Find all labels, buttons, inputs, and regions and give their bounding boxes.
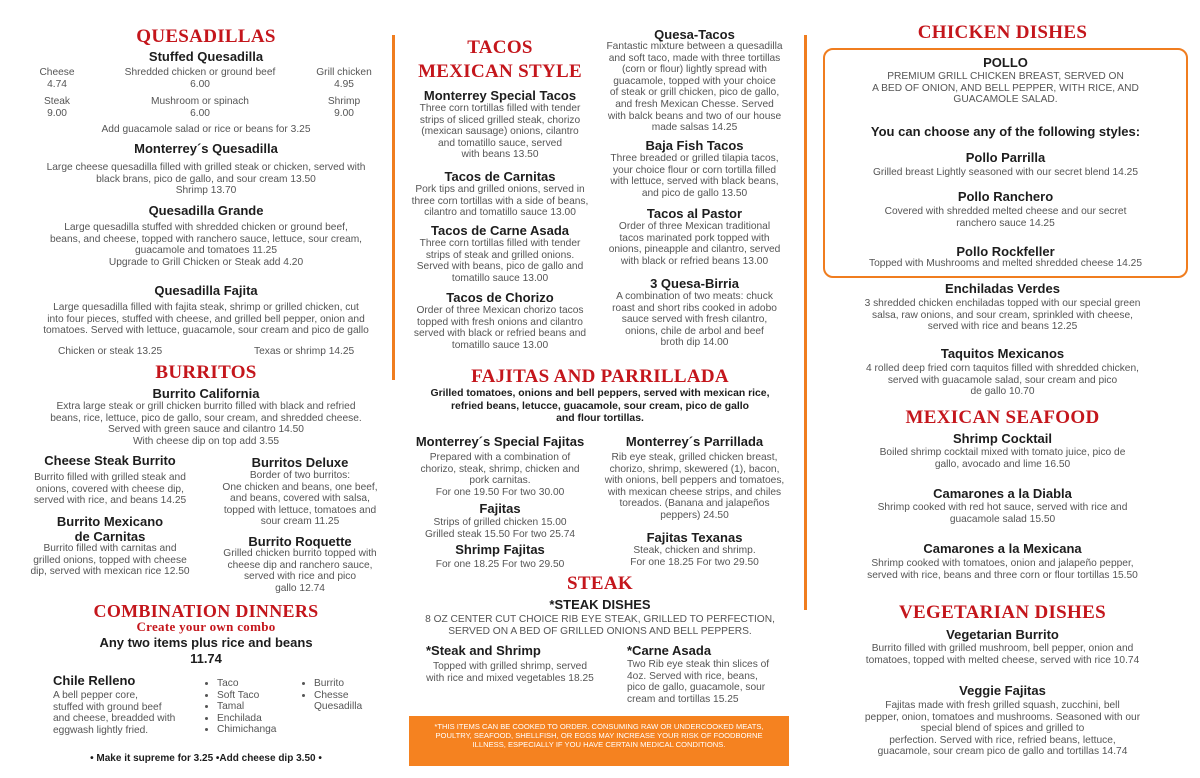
quesadilla-grande-title: Quesadilla Grande [148, 203, 264, 218]
shrimp-cocktail-desc [820, 447, 1185, 470]
desc-line: guacamole salad 15.50 [949, 513, 1056, 525]
burritos-deluxe-desc [210, 470, 390, 528]
desc-line: One chicken and beans, one beef, [222, 481, 378, 493]
list-item: • Burrito [314, 678, 362, 690]
desc-line: de gallo 10.70 [970, 386, 1035, 398]
veggie-fajitas-title: Veggie Fajitas [959, 683, 1046, 698]
desc-line: broth dip 14.00 [660, 337, 729, 349]
desc-line: with black or refried beans 13.00 [620, 255, 769, 267]
desc-line: gallo, avocado and lime 16.50 [934, 458, 1071, 470]
desc-line: eggwash lightly fried. [53, 724, 149, 736]
desc-line: A combination of two meats: chuck [616, 291, 773, 302]
desc-line: tomatoes, topped with melted cheese, served with rice 10.74 [865, 654, 1140, 666]
desc-line: with onions, bell peppers and tomatoes, [604, 475, 785, 487]
combo-items-list-2 [302, 678, 362, 713]
tacos-chorizo-title: Tacos de Chorizo [446, 290, 554, 305]
fajita-price-right: Texas or shrimp 14.25 [254, 346, 355, 357]
pollo-rockfeller-desc: Topped with Mushrooms and melted shredded cheese 14.25 [869, 258, 1142, 269]
list-item: Quesadilla [314, 701, 363, 713]
desc-line: pico de gallo, guacamole, sour [627, 682, 766, 694]
desc-line: topped with lettuce, tomatoes and [223, 504, 377, 516]
desc-line: Three breaded or grilled tilapia tacos, [610, 153, 779, 164]
list-item: • Chimichanga [217, 724, 276, 736]
baja-fish-tacos-desc [597, 153, 792, 199]
parrillada-desc [597, 452, 792, 522]
desc-line: Served with beans, pico de gallo and [416, 261, 584, 273]
fajitas-intro [400, 388, 800, 426]
desc-line: cream and tortillas 15.25 [627, 693, 739, 705]
desc-line: chorizo, shrimp, skewered (1), bacon, [609, 463, 780, 475]
menu-item-name: Cheese [39, 67, 75, 78]
desc-line: (corn or flour) lightly spread with [622, 64, 767, 76]
tacos-carnitas-desc [405, 184, 595, 219]
menu-item-name: Shredded chicken or ground beef [124, 67, 276, 78]
desc-line: with beans 13.50 [461, 149, 539, 161]
desc-line: roast and short ribs cooked in adobo [612, 302, 777, 314]
desc-line: dip, served with mexican rice 12.50 [30, 566, 190, 578]
desc-line: tomatillo sauce 13.00 [451, 272, 549, 284]
camarones-mexicana-title: Camarones a la Mexicana [923, 541, 1082, 556]
desc-line: Burrito filled with grilled steak and [34, 472, 186, 483]
tacos-heading-line2: MEXICAN STYLE [418, 61, 582, 82]
desc-line: onions, covered with cheese dip, [36, 483, 184, 495]
combination-rule: Any two items plus rice and beans [99, 635, 313, 650]
tacos-heading: TACOS [467, 37, 533, 58]
desc-line: served with rice and beans 12.25 [927, 321, 1078, 333]
taquitos-title: Taquitos Mexicanos [940, 346, 1065, 361]
desc-line: Large quesadilla filled with fajita steak, shrimp or grilled chicken, cut [53, 302, 359, 313]
desc-line: into four pieces, stuffed with cheese, and grilled bell pepper, onion and [47, 313, 365, 325]
quesa-tacos-desc [597, 41, 792, 134]
desc-line: made salsas 14.25 [651, 122, 738, 134]
desc-line: 4oz. Served with rice, beans, [627, 670, 758, 682]
menu-item-name: Steak [43, 96, 71, 107]
quesadilla-grande-desc [0, 222, 412, 268]
cheese-steak-burrito-title: Cheese Steak Burrito [44, 453, 176, 468]
desc-line: Order of three Mexican chorizo tacos [416, 305, 584, 316]
desc-line: of steak or grill chicken, pico de gallo, [609, 87, 780, 99]
intro-line: refried beans, letucce, guacamole, sour cream, pico de gallo [451, 400, 749, 412]
desc-line: pepper, onion, tomatoes and mushrooms. Seasoned with our [864, 711, 1141, 723]
camarones-diabla-desc [820, 502, 1185, 525]
camarones-mexicana-desc [820, 558, 1185, 581]
desc-line: Burrito filled with carnitas and [43, 543, 177, 554]
steak-and-shrimp-title: *Steak and Shrimp [426, 643, 541, 658]
desc-line: Large quesadilla stuffed with shredded chicken or ground beef, [64, 222, 348, 233]
desc-line: served with rice, and beans 14.25 [33, 495, 187, 507]
burrito-california-title: Burrito California [152, 386, 260, 401]
desc-line: onions, pineapple and cilantro, served [608, 244, 781, 256]
desc-line: Served with green sauce and cilantro 14.50 [108, 424, 304, 436]
shrimp-fajitas-title: Shrimp Fajitas [455, 542, 545, 557]
desc-line: with lettuce, served with black beans, [610, 176, 779, 188]
pollo-title: POLLO [983, 55, 1028, 70]
desc-line: Rib eye steak, grilled chicken breast, [611, 452, 778, 463]
desc-line: 4 rolled deep fried corn taquitos filled with shredded chicken, [866, 363, 1139, 374]
desc-line: and pico de gallo 13.50 [641, 187, 748, 199]
vegetarian-burrito-title: Vegetarian Burrito [946, 627, 1059, 642]
desc-line: black brans, pico de gallo, and sour cream 13.50 [96, 173, 316, 185]
desc-line: with rice and mixed vegetables 18.25 [426, 672, 594, 684]
desc-line: Topped with grilled shrimp, served [432, 661, 587, 672]
seafood-heading: MEXICAN SEAFOOD [905, 407, 1100, 428]
desc-line: Boiled shrimp cocktail mixed with tomato juice, pico de [879, 447, 1126, 458]
steak-desc [400, 614, 800, 637]
desc-line: sauce served with fresh cilantro, [621, 314, 768, 326]
pollo-parrilla-title: Pollo Parrilla [965, 150, 1046, 165]
desc-line: For one 19.50 For two 30.00 [435, 486, 565, 498]
desc-line: Upgrade to Grill Chicken or Steak add 4.20 [108, 256, 304, 268]
fajitas-texanas-desc [597, 545, 792, 568]
desc-line: 8 OZ CENTER CUT CHOICE RIB EYE STEAK, GRILLED TO PERFECTION, [425, 614, 775, 625]
burrito-mexicano-title: Burrito Mexicano [56, 514, 164, 529]
pollo-rockfeller-title: Pollo Rockfeller [956, 244, 1055, 259]
menu-item-price: 9.00 [47, 108, 67, 119]
desc-line: With cheese dip on top add 3.55 [132, 435, 280, 447]
desc-line: served with rice and pico [243, 571, 357, 583]
desc-line: stuffed with ground beef [53, 701, 162, 713]
desc-line: Grilled steak 15.50 For two 25.74 [424, 528, 576, 540]
desc-line: Covered with shredded melted cheese and our secret [884, 206, 1127, 217]
desc-line: three corn tortillas with a side of beans, [411, 195, 589, 207]
choose-style-note: You can choose any of the following styles: [870, 124, 1141, 139]
desc-line: and tomatillo sauce, served [437, 137, 563, 149]
desc-line: Grilled chicken burrito topped with [223, 548, 377, 559]
menu-item-price: 4.74 [47, 79, 67, 90]
desc-line: Pork tips and grilled onions, served in [415, 184, 585, 195]
desc-line: GUACAMOLE SALAD. [953, 94, 1058, 106]
desc-line: guacamole, topped with your choice [613, 75, 776, 87]
special-fajitas-title: Monterrey´s Special Fajitas [415, 434, 585, 449]
burrito-roquette-desc [210, 548, 390, 594]
quesadilla-fajita-desc [0, 302, 412, 337]
pollo-ranchero-title: Pollo Ranchero [957, 189, 1054, 204]
desc-line: Fajitas made with fresh grilled squash, zucchini, bell [885, 700, 1120, 711]
desc-line: and beans, covered with salsa, [230, 493, 370, 505]
shrimp-cocktail-title: Shrimp Cocktail [953, 431, 1052, 446]
desc-line: onions, chile de arbol and beef [625, 325, 764, 337]
combo-items-list [205, 678, 276, 736]
desc-line: Three corn tortillas filled with tender [419, 238, 581, 249]
desc-line: sour cream 11.25 [260, 516, 340, 528]
desc-line: grilled onions, topped with cheese [33, 554, 187, 566]
desc-line: guacamole and tomatoes 11.25 [135, 245, 277, 257]
desc-line: beans, rice, lettuce, pico de gallo, sour cream, and shredded cheese. [50, 412, 362, 424]
burritos-heading: BURRITOS [155, 362, 257, 383]
desc-line: and soft taco, made with three tortillas [608, 52, 781, 64]
desc-line: chorizo, steak, shrimp, chicken and [420, 463, 580, 475]
menu-item-name: Shrimp [327, 96, 361, 107]
menu-item-name: Grill chicken [316, 67, 372, 78]
desc-line: 3 shredded chicken enchiladas topped with our special green [864, 298, 1141, 309]
desc-line: Two Rib eye steak thin slices of [627, 659, 770, 670]
enchiladas-verdes-title: Enchiladas Verdes [945, 281, 1060, 296]
menu-item-price: 4.95 [334, 79, 354, 90]
desc-line: guacamole, sour cream pico de gallo and tortillas 14.74 [877, 746, 1128, 758]
camarones-diabla-title: Camarones a la Diabla [933, 486, 1072, 501]
baja-fish-tacos-title: Baja Fish Tacos [645, 138, 744, 153]
pollo-desc [825, 71, 1186, 106]
desc-line: tacos marinated pork topped with [619, 232, 770, 244]
carne-asada-desc [627, 659, 769, 705]
special-fajitas-desc [405, 452, 595, 498]
desc-line: perfection. Served with rice, refried beans, lettuce, [889, 734, 1116, 746]
desc-line: Fantastic mixture between a quesadilla [606, 41, 783, 52]
fajitas-desc [405, 517, 595, 540]
list-item: • Tamal [217, 701, 276, 713]
tacos-carne-asada-desc [405, 238, 595, 284]
divider-right [804, 35, 807, 610]
desc-line: Extra large steak or grill chicken burrito filled with black and refried [56, 401, 356, 412]
desc-line: Three corn tortillas filled with tender [419, 103, 581, 114]
parrillada-title: Monterrey´s Parrillada [625, 434, 764, 449]
desc-line: pork carnitas. [469, 475, 531, 487]
chile-relleno-desc [53, 690, 175, 736]
burrito-california-desc [0, 401, 412, 447]
intro-line: Grilled tomatoes, onions and bell peppers, served with mexican rice, [430, 388, 770, 399]
desc-line: special blend of spices and grilled to [920, 723, 1085, 735]
desc-line: topped with fresh onions and cilantro [417, 316, 583, 328]
steak-and-shrimp-desc [420, 661, 600, 684]
desc-line: strips of sliced grilled steak, chorizo [419, 114, 581, 126]
desc-line: tomatillo sauce 13.00 [451, 339, 549, 351]
desc-line: peppers) 24.50 [660, 509, 729, 521]
intro-line: and flour tortillas. [556, 413, 644, 424]
combination-subheading: Create your own combo [136, 619, 276, 634]
burrito-mexicano-desc [20, 543, 200, 578]
desc-line: Shrimp cooked with tomatoes, onion and jalapeño pepper, [871, 558, 1134, 569]
chicken-heading: CHICKEN DISHES [917, 22, 1088, 43]
vegetarian-heading: VEGETARIAN DISHES [899, 602, 1106, 623]
desc-line: toreados. (Banana and jalapeños [619, 498, 770, 510]
desc-line: your choice flour or corn tortilla filled [612, 164, 777, 176]
pollo-parrilla-desc: Grilled breast Lightly seasoned with our secret blend 14.25 [872, 167, 1139, 178]
desc-line: with mexican cheese strips, and chiles [607, 486, 782, 498]
fajita-price-left: Chicken or steak 13.25 [58, 346, 163, 357]
monterrey-quesadilla-title: Monterrey´s Quesadilla [134, 141, 278, 156]
desc-line: Steak, chicken and shrimp. [633, 545, 756, 556]
desc-line: strips of steak and grilled onions. [425, 249, 575, 261]
desc-line: Shrimp 13.70 [175, 185, 237, 197]
desc-line: beans, and cheese, topped with ranchero sauce, lettuce, sour cream, [49, 233, 363, 245]
list-item: • Taco [217, 678, 276, 690]
combination-footer: • Make it supreme for 3.25 •Add cheese dip 3.50 • [90, 753, 322, 764]
list-item: • Chesse [314, 690, 362, 702]
combination-price: 11.74 [190, 651, 222, 666]
combination-heading: COMBINATION DINNERS [93, 601, 319, 621]
enchiladas-verdes-desc [820, 298, 1185, 333]
fajitas-title: Fajitas [479, 501, 521, 516]
desc-line: served with rice, beans and three corn or flour tortillas 15.50 [867, 569, 1138, 581]
menu-item-price: 6.00 [190, 79, 210, 90]
desc-line: A BED OF ONION, AND BELL PEPPER, WITH RICE, AND [872, 82, 1139, 94]
quesadilla-fajita-title: Quesadilla Fajita [154, 283, 258, 298]
tacos-al-pastor-desc [597, 221, 792, 267]
burrito-roquette-title: Burrito Roquette [248, 534, 352, 549]
shrimp-fajitas-price: For one 18.25 For two 29.50 [435, 559, 565, 570]
quesadillas-heading: QUESADILLAS [136, 26, 276, 47]
desc-line: with balck beans and two of our house [607, 110, 782, 122]
steak-heading: STEAK [567, 573, 633, 594]
tacos-carnitas-title: Tacos de Carnitas [444, 169, 556, 184]
tacos-chorizo-desc [405, 305, 595, 351]
desc-line: tomatoes. Served with lettuce, guacamole, sour cream and pico de gallo [43, 325, 369, 337]
desc-line: Shrimp cooked with red hot sauce, served with rice and [877, 502, 1128, 513]
desc-line: and fresh Mexican Chesse. Served [615, 98, 774, 110]
desc-line: ranchero sauce 14.25 [956, 217, 1055, 229]
stuffed-quesadilla-title: Stuffed Quesadilla [148, 49, 264, 64]
list-item: • Soft Taco [217, 690, 276, 702]
addon-note: Add guacamole salad or rice or beans for 3.25 [101, 124, 311, 135]
desc-line: A bell pepper core, [53, 690, 138, 701]
monterrey-quesadilla-desc [0, 162, 412, 197]
desc-line: cheese dip and ranchero sauce, [227, 559, 373, 571]
veggie-fajitas-desc [820, 700, 1185, 758]
menu-item-price: 6.00 [190, 108, 210, 119]
desc-line: Large cheese quesadilla filled with grilled steak or chicken, served with [46, 162, 366, 173]
carne-asada-title: *Carne Asada [627, 643, 712, 658]
taquitos-desc [820, 363, 1185, 398]
quesa-birria-title: 3 Quesa-Birria [650, 276, 739, 291]
food-safety-notice: *THIS ITEMS CAN BE COOKED TO ORDER. CONSUMING RAW OR UNDERCOOKED MEATS, POULTRY, SEAFOOD, SHELLFISH, OR EGGS MAY INCREASE YOUR RISK OF FOODBORNE ILLNESS, ESPECIALLY IF YOU HAVE CERTAIN MEDICAL CONDITIONS. [409, 716, 789, 766]
desc-line: (mexican sausage) onions, cilantro [421, 126, 579, 138]
burritos-deluxe-title: Burritos Deluxe [251, 455, 349, 470]
desc-line: cilantro and tomatillo sauce 13.00 [424, 207, 576, 219]
monterrey-tacos-desc [405, 103, 595, 161]
desc-line: SERVED ON A BED OF GRILLED ONIONS AND BELL PEPPERS. [448, 625, 752, 637]
fajitas-texanas-title: Fajitas Texanas [646, 530, 743, 545]
menu-item-name: Mushroom or spinach [151, 96, 249, 107]
desc-line: salsa, raw onions, and sour cream, sprinkled with cheese, [871, 309, 1134, 321]
desc-line: gallo 12.74 [275, 582, 325, 594]
pollo-ranchero-desc [825, 206, 1186, 229]
desc-line: Burrito filled with grilled mushroom, bell pepper, onion and [871, 643, 1134, 654]
desc-line: Strips of grilled chicken 15.00 [433, 517, 567, 528]
menu-item-price: 9.00 [334, 108, 354, 119]
desc-line: and cheese, breadded with [53, 713, 176, 725]
desc-line: Border of two burritos: [249, 470, 351, 481]
burrito-mexicano-title-line2: de Carnitas [74, 529, 146, 544]
desc-line: PREMIUM GRILL CHICKEN BREAST, SERVED ON [887, 71, 1124, 82]
desc-line: For one 18.25 For two 29.50 [630, 556, 759, 568]
desc-line: Prepared with a combination of [429, 452, 571, 463]
desc-line: served with black or refried beans and [413, 328, 587, 340]
tacos-carne-asada-title: Tacos de Carne Asada [431, 223, 569, 238]
desc-line: Order of three Mexican traditional [618, 221, 771, 232]
steak-subheading: *STEAK DISHES [549, 597, 651, 612]
desc-line: served with guacamole salad, sour cream and pico [887, 374, 1118, 386]
fajitas-heading: FAJITAS AND PARRILLADA [471, 366, 729, 387]
quesa-birria-desc [597, 291, 792, 349]
tacos-al-pastor-title: Tacos al Pastor [646, 206, 743, 221]
monterrey-tacos-title: Monterrey Special Tacos [423, 88, 577, 103]
quesa-tacos-title: Quesa-Tacos [654, 27, 735, 42]
cheese-steak-burrito-desc [20, 472, 200, 507]
chile-relleno-title: Chile Relleno [53, 673, 136, 688]
list-item: • Enchilada [217, 713, 276, 725]
vegetarian-burrito-desc [820, 643, 1185, 666]
